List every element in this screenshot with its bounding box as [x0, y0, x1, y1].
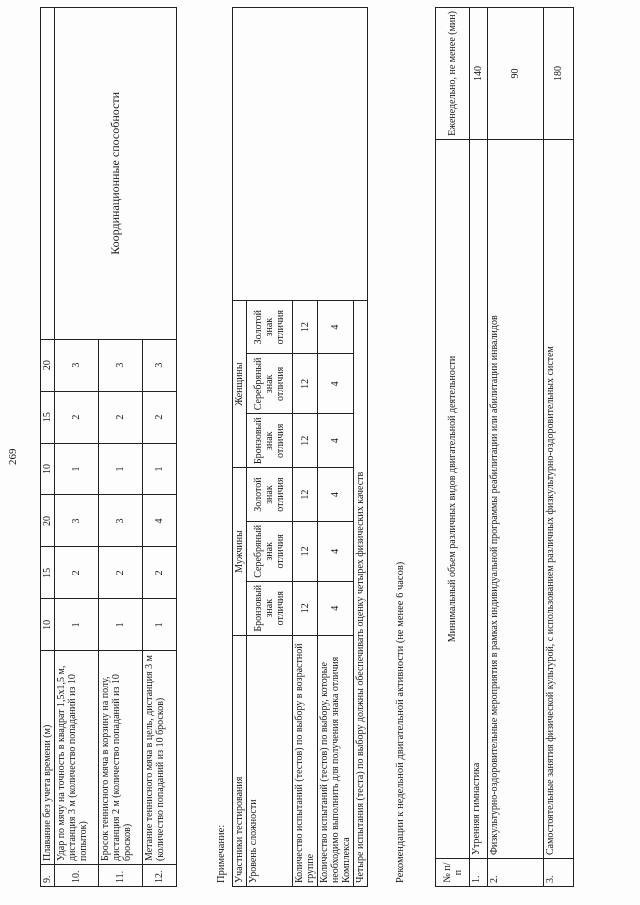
value-cell: 1 — [143, 443, 177, 495]
value-cell: 1 — [99, 443, 143, 495]
participants-label: Участники тестирования — [233, 635, 247, 886]
exercise-name: Бросок теннисного мяча в корзину на полу, дистанция 2 м (количество попаданий из 10 бросков) — [99, 651, 143, 865]
value-cell: 15 — [41, 391, 55, 443]
minutes-value: 180 — [544, 8, 574, 140]
minutes-value: 90 — [488, 8, 544, 140]
empty-cell — [41, 8, 55, 340]
value-cell: 2 — [143, 547, 177, 599]
table-row — [233, 8, 247, 887]
value-cell: 2 — [99, 547, 143, 599]
value-cell: 4 — [318, 354, 354, 414]
value-cell: 2 — [55, 391, 99, 443]
level-header: Серебряный знак отличия — [247, 521, 293, 581]
value-cell: 4 — [318, 581, 354, 635]
value-cell: 4 — [318, 468, 354, 522]
value-cell: 2 — [99, 391, 143, 443]
ability-label: Координационные способности — [55, 8, 177, 340]
value-cell: 3 — [99, 339, 143, 391]
note-title: Примечание: — [216, 824, 227, 883]
activity-table — [435, 7, 574, 887]
activity-name: Утренняя гимнастика — [470, 139, 488, 858]
value-cell: 10 — [41, 443, 55, 495]
row-number: 11. — [99, 865, 143, 887]
row-label: Количество испытаний (тестов) по выбору, которые необходимо выполнить для получения знака отличия Комплекса — [318, 635, 354, 886]
row-number: 10. — [55, 865, 99, 887]
value-cell: 20 — [41, 495, 55, 547]
col-weekly-header: Еженедельно, не менее (мин) — [436, 8, 470, 140]
row-number: 3. — [544, 859, 574, 887]
value-cell: 3 — [55, 339, 99, 391]
col-num-header: № п/п — [436, 859, 470, 887]
value-cell: 20 — [41, 339, 55, 391]
table-row — [55, 8, 99, 887]
value-cell: 4 — [318, 300, 354, 354]
level-header: Золотой знак отличия — [247, 300, 293, 354]
level-header: Серебряный знак отличия — [247, 354, 293, 414]
value-cell: 4 — [318, 414, 354, 468]
activity-name: Физкультурно-оздоровительные мероприятия в рамках индивидуальной программы реабилитации или абилитации инвалидов — [488, 139, 544, 858]
test-count-table — [232, 7, 368, 887]
value-cell: 2 — [55, 547, 99, 599]
norms-table — [40, 7, 177, 887]
table-row — [41, 8, 55, 887]
row-number: 1. — [470, 859, 488, 887]
row-number: 12. — [143, 865, 177, 887]
men-header: Мужчины — [233, 468, 247, 635]
value-cell: 15 — [41, 547, 55, 599]
value-cell: 2 — [143, 391, 177, 443]
value-cell: 1 — [99, 599, 143, 651]
activity-name: Самостоятельные занятия физической культурой, с использованием различных физкультурно-оздоровительных систем — [544, 139, 574, 858]
level-label: Уровень сложности — [247, 635, 293, 886]
value-cell: 4 — [143, 495, 177, 547]
table-row — [544, 8, 574, 887]
exercise-name: Плавание без учета времени (м) — [41, 651, 55, 865]
minutes-value: 140 — [470, 8, 488, 140]
exercise-name: Удар по мячу на точность в квадрат 1,5х1,5 м, дистанция 3 м (количество попаданий из 10 попыток) — [55, 651, 99, 865]
value-cell: 12 — [293, 414, 318, 468]
level-header: Бронзовый знак отличия — [247, 414, 293, 468]
value-cell: 12 — [293, 521, 318, 581]
value-cell: 10 — [41, 599, 55, 651]
value-cell: 4 — [318, 521, 354, 581]
women-header: Женщины — [233, 300, 247, 467]
recommendation-title: Рекомендации к недельной двигательной активности (не менее 6 часов) — [395, 561, 406, 883]
value-cell: 1 — [143, 599, 177, 651]
row-label: Количество испытаний (тестов) по выбору в возрастной группе — [293, 635, 318, 886]
exercise-name: Метание теннисного мяча в цель, дистанция 3 м (количество попаданий из 10 бросков) — [143, 651, 177, 865]
level-header: Золотой знак отличия — [247, 468, 293, 522]
value-cell: 12 — [293, 300, 318, 354]
value-cell: 12 — [293, 468, 318, 522]
table-row — [436, 8, 470, 887]
value-cell: 3 — [55, 495, 99, 547]
page-number: 269 — [7, 448, 19, 465]
row-number: 2. — [488, 859, 544, 887]
col-activity-header: Минимальный объем различных видов двигательной деятельности — [436, 139, 470, 858]
value-cell: 1 — [55, 443, 99, 495]
table-row — [470, 8, 488, 887]
value-cell: 1 — [55, 599, 99, 651]
row-number: 9. — [41, 865, 55, 887]
level-header: Бронзовый знак отличия — [247, 581, 293, 635]
empty-cell — [233, 8, 368, 301]
table-row — [488, 8, 544, 887]
value-cell: 12 — [293, 354, 318, 414]
footnote: Четыре испытания (теста) по выбору должны обеспечивать оценку четырех физических качеств — [354, 300, 368, 886]
value-cell: 12 — [293, 581, 318, 635]
value-cell: 3 — [99, 495, 143, 547]
value-cell: 3 — [143, 339, 177, 391]
